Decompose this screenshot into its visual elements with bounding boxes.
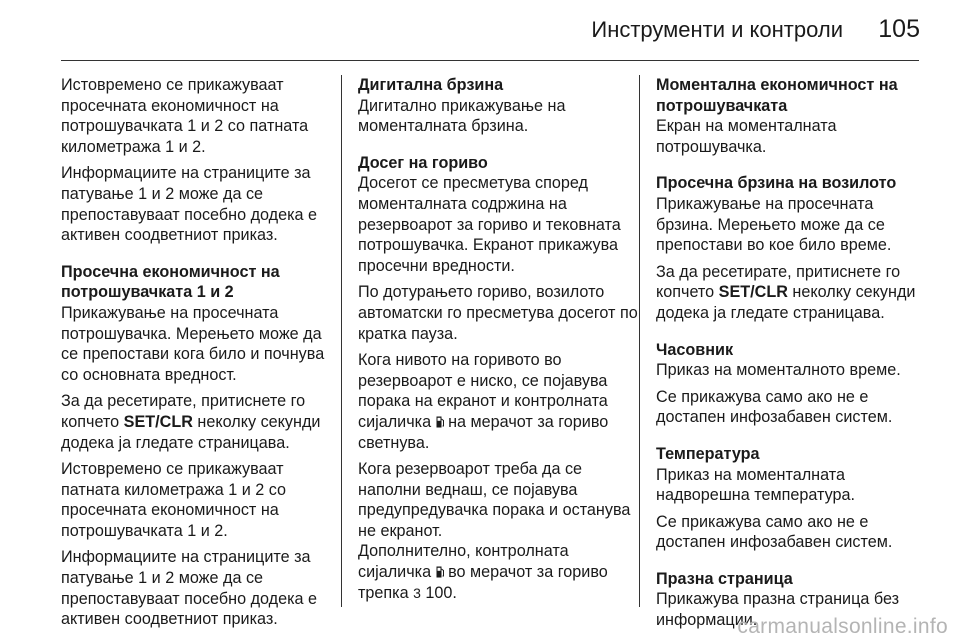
page-header: [0, 0, 960, 62]
column-2: [358, 75, 640, 609]
paragraph: Прикажување на просечната брзина. Мерењето може да се препостави во кое било време.: [656, 194, 892, 255]
paragraph: Прикажува празна страница без информации.: [656, 590, 900, 630]
paragraph: Информациите на страниците за патување 1 и 2 може да се препоставуваат посебно додека е активен соодветниот приказ.: [61, 164, 318, 245]
section-heading: Просечна брзина на возилото: [656, 174, 897, 193]
section-heading: Дигитална брзина: [358, 76, 504, 94]
header-divider: [61, 60, 919, 61]
paragraph: Дигитално прикажување на моменталната брзина.: [358, 96, 566, 136]
section-heading: Досег на гориво: [358, 153, 488, 172]
paragraph: Се прикажува само ако не е достапен инфозабавен систем.: [656, 512, 893, 552]
paragraph: Истовремено се прикажуваат патната километража 1 и 2 со просечната економичност на потрошувачката 1 и 2.: [61, 460, 287, 540]
paragraph: Кога нивото на горивото во резервоарот е ниско, се појавува порака на екранот и контролната сијаличка на мерачот за гориво светнува.: [358, 351, 609, 452]
paragraph: Екран на моменталната потрошувачка.: [656, 117, 837, 156]
column-1: [61, 75, 343, 636]
fuel-pump-icon: [436, 416, 444, 428]
paragraph: Информациите на страниците за патување 1 и 2 може да се препоставуваат посебно додека е активен соодветниот приказ.: [61, 548, 318, 629]
section-heading: Часовник: [656, 340, 734, 359]
paragraph: За да ресетирате, притиснете го копчето SET/CLR неколку секунди додека ја гледате страницава.: [61, 392, 321, 452]
paragraph: Прикажување на просечната потрошувачка. Мерењето може да се препостави кога било и почнува со основната вредност.: [61, 303, 325, 384]
page-reference-icon[interactable]: 3: [413, 584, 421, 601]
page-number: 105: [878, 15, 920, 43]
paragraph: Истовремено се прикажуваат просечната економичност на потрошувачката 1 и 2 со патната километража 1 и 2.: [61, 76, 309, 156]
column-3: [656, 75, 926, 637]
fuel-pump-icon: [436, 566, 444, 578]
section-heading: Моментална економичност на потрошувачката: [656, 76, 898, 115]
paragraph: Приказ на моменталното време.: [656, 361, 901, 380]
section-title: Инструменти и контроли: [591, 17, 843, 42]
button-name: SET/CLR: [718, 283, 788, 302]
section-heading: Празна страница: [656, 569, 793, 588]
button-name: SET/CLR: [123, 412, 193, 431]
paragraph: Приказ на моменталната надворешна температура.: [656, 465, 856, 505]
paragraph: Се прикажува само ако не е достапен инфозабавен систем.: [656, 387, 893, 427]
site-watermark: carmanualsonline.info: [737, 615, 948, 638]
paragraph: Кога резервоарот треба да се наполни веднаш, се појавува предупредувачка порака и останува не екранот. Дополнително, контролната сијаличка во мерачот за гориво трепка 3 100.: [358, 460, 631, 602]
paragraph: По дотурањето гориво, возилото автоматски го пресметува досегот по кратка пауза.: [358, 283, 638, 343]
paragraph: Досегот се пресметува според моменталната содржина на резервоарот за гориво и тековната потрошувачка. Екранот прикажува просечни вредности.: [358, 174, 621, 275]
paragraph: За да ресетирате, притиснете го копчето SET/CLR неколку секунди додека ја гледате страницава.: [656, 262, 916, 322]
section-heading: Температура: [656, 444, 760, 463]
section-heading: Просечна економичност на потрошувачката 1 и 2: [61, 262, 280, 302]
